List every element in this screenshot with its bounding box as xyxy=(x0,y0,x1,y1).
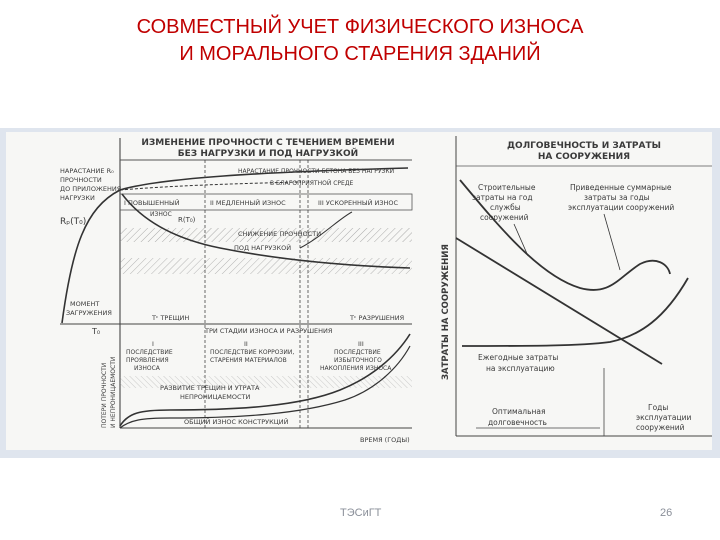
rise-label-1: НАРАСТАНИЕ ПРОЧНОСТИ БЕТОНА БЕЗ НАГРУЗКИ xyxy=(238,168,395,175)
drop-label-1: СНИЖЕНИЕ ПРОЧНОСТИ xyxy=(238,230,322,238)
slide-title-line-2: И МОРАЛЬНОГО СТАРЕНИЯ ЗДАНИЙ xyxy=(179,43,541,65)
strength-header-line-2: БЕЗ НАГРУЗКИ И ПОД НАГРУЗКОЙ xyxy=(177,149,359,159)
sum-label-1: Приведенные суммарные xyxy=(570,183,672,192)
optimum-label-1: Оптимальная xyxy=(492,407,546,416)
failure-label: Tᶜ РАЗРУШЕНИЯ xyxy=(350,314,405,322)
costs-header-line-2: НА СООРУЖЕНИЯ xyxy=(537,152,631,162)
rt-label: R(T₀) xyxy=(178,216,196,224)
crack-label: Tᶜ ТРЕЩИН xyxy=(152,314,190,322)
zone-2-label: II МЕДЛЕННЫЙ ИЗНОС xyxy=(210,199,286,207)
zone-1b-label: ИЗНОС xyxy=(150,211,172,218)
loss-label-2: И НЕПРОНИЦАЕМОСТИ xyxy=(110,356,117,428)
strength-header-line-1: ИЗМЕНЕНИЕ ПРОЧНОСТИ С ТЕЧЕНИЕМ ВРЕМЕНИ xyxy=(141,138,395,148)
stage-1-num: I xyxy=(152,340,154,348)
costs-header-line-1: ДОЛГОВЕЧНОСТЬ И ЗАТРАТЫ xyxy=(507,141,661,151)
growth-label-1: НАРАСТАНИЕ R₀ xyxy=(60,167,114,175)
growth-label-2: ПРОЧНОСТИ xyxy=(60,176,102,184)
loss-label-1: ПОТЕРИ ПРОЧНОСТИ xyxy=(101,362,108,428)
zone-3-label: III УСКОРЕННЫЙ ИЗНОС xyxy=(318,199,399,207)
costs-y-axis-label: ЗАТРАТЫ НА СООРУЖЕНИЯ xyxy=(441,244,451,380)
stage-1-b: ПРОЯВЛЕНИЯ xyxy=(126,357,169,364)
scanned-diagram xyxy=(0,128,720,458)
years-label-2: эксплуатации xyxy=(636,413,692,422)
rise-label-2: В БЛАГОПРИЯТНОЙ СРЕДЕ xyxy=(270,180,354,187)
diagram-svg xyxy=(0,128,720,458)
years-label-3: сооружений xyxy=(636,423,685,432)
optimum-label-2: долговечность xyxy=(488,418,547,427)
build-label-1: Строительные xyxy=(478,183,536,192)
stages-label: ТРИ СТАДИИ ИЗНОСА И РАЗРУШЕНИЯ xyxy=(205,327,333,335)
years-label-1: Годы xyxy=(648,403,669,412)
page-number: 26 xyxy=(660,507,673,519)
annual-label-2: на эксплуатацию xyxy=(486,364,555,373)
rp-label: Rₚ(T₀) xyxy=(60,217,87,227)
moment-label-2: ЗАГРУЖЕНИЯ xyxy=(66,309,112,317)
build-label-4: сооружений xyxy=(480,213,529,222)
sum-label-2: затраты за годы xyxy=(584,193,650,202)
sum-label-3: эксплуатации сооружений xyxy=(568,203,675,212)
moment-label-1: МОМЕНТ xyxy=(70,300,100,308)
stage-2-b: СТАРЕНИЯ МАТЕРИАЛОВ xyxy=(210,357,287,364)
footer-center: ТЭСиГТ xyxy=(340,507,382,519)
build-label-3: службы xyxy=(490,203,521,212)
slide-title-line-1: СОВМЕСТНЫЙ УЧЕТ ФИЗИЧЕСКОГО ИЗНОСА xyxy=(136,16,584,38)
build-label-2: затраты на год xyxy=(472,193,533,202)
wear-total-label: ОБЩИЙ ИЗНОС КОНСТРУКЦИЙ xyxy=(184,418,289,426)
stage-3-b: ИЗБЫТОЧНОГО xyxy=(334,357,382,364)
annual-label-1: Ежегодные затраты xyxy=(478,353,559,362)
time-label: ВРЕМЯ (ГОДЫ) xyxy=(360,436,410,444)
stage-3-c: НАКОПЛЕНИЯ ИЗНОСА xyxy=(320,365,392,372)
growth-label-3: ДО ПРИЛОЖЕНИЯ xyxy=(60,185,122,193)
t0-label: T₀ xyxy=(92,327,101,336)
cracks-dev-label-2: НЕПРОНИЦАЕМОСТИ xyxy=(180,393,251,401)
stage-3-a: ПОСЛЕДСТВИЕ xyxy=(334,349,381,356)
cracks-dev-label-1: РАЗВИТИЕ ТРЕЩИН И УТРАТА xyxy=(160,384,260,392)
drop-label-2: ПОД НАГРУЗКОЙ xyxy=(234,244,292,252)
zone-1-label: I ПОВЫШЕННЫЙ xyxy=(124,199,180,207)
stage-1-c: ИЗНОСА xyxy=(134,365,160,372)
stage-2-num: II xyxy=(244,340,248,348)
stage-2-a: ПОСЛЕДСТВИЕ КОРРОЗИИ, xyxy=(210,349,295,356)
stage-1-a: ПОСЛЕДСТВИЕ xyxy=(126,349,173,356)
slide-title xyxy=(0,14,720,68)
growth-label-4: НАГРУЗКИ xyxy=(60,194,95,202)
stage-3-num: III xyxy=(358,340,364,348)
